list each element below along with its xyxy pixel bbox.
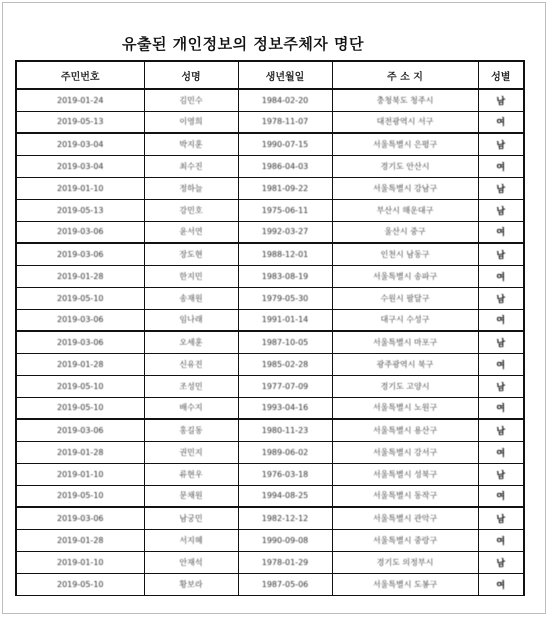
table-header-row [16, 61, 524, 89]
cell-address: 부산시 해운대구 [332, 199, 478, 221]
cell-birthdate: 1975-06-11 [238, 199, 332, 221]
header-birthdate: 생년월일 [238, 61, 332, 89]
cell-sex: 여 [478, 111, 524, 133]
cell-birthdate: 1976-03-18 [238, 463, 332, 485]
cell-address: 충청북도 청주시 [332, 89, 478, 111]
cell-birthdate: 1979-05-30 [238, 287, 332, 309]
cell-address: 서울특별시 동작구 [332, 485, 478, 507]
cell-birthdate: 1981-09-22 [238, 177, 332, 199]
cell-address: 울산시 중구 [332, 221, 478, 243]
cell-sex: 여 [478, 265, 524, 287]
table-row [16, 485, 524, 507]
cell-birthdate: 1977-07-09 [238, 375, 332, 397]
table-row [16, 89, 524, 111]
header-id-number: 주민번호 [16, 61, 144, 89]
cell-sex: 남 [478, 243, 524, 265]
cell-birthdate: 1991-01-14 [238, 309, 332, 331]
cell-address: 대전광역시 서구 [332, 111, 478, 133]
cell-name: 홍길동 [144, 419, 238, 441]
document-title: 유출된 개인정보의 정보주체자 명단 [121, 35, 365, 53]
cell-sex: 남 [478, 419, 524, 441]
table-row [16, 133, 524, 155]
cell-address: 서울특별시 강서구 [332, 441, 478, 463]
cell-id-number: 2019-01-10 [16, 551, 144, 573]
cell-address: 경기도 고양시 [332, 375, 478, 397]
cell-sex: 남 [478, 199, 524, 221]
table-row [16, 199, 524, 221]
cell-name: 강민호 [144, 199, 238, 221]
cell-birthdate: 1992-03-27 [238, 221, 332, 243]
table-row [16, 309, 524, 331]
cell-name: 김민수 [144, 89, 238, 111]
cell-name: 한지민 [144, 265, 238, 287]
table-row [16, 507, 524, 529]
cell-birthdate: 1990-07-15 [238, 133, 332, 155]
cell-sex: 여 [478, 529, 524, 551]
cell-name: 류현우 [144, 463, 238, 485]
cell-id-number: 2019-01-28 [16, 529, 144, 551]
cell-name: 문채원 [144, 485, 238, 507]
cell-name: 임나래 [144, 309, 238, 331]
cell-name: 안재석 [144, 551, 238, 573]
cell-name: 오세훈 [144, 331, 238, 353]
cell-id-number: 2019-03-04 [16, 133, 144, 155]
cell-id-number: 2019-03-06 [16, 243, 144, 265]
table-row [16, 287, 524, 309]
cell-birthdate: 1978-01-29 [238, 551, 332, 573]
table-row [16, 265, 524, 287]
cell-address: 서울특별시 노원구 [332, 397, 478, 419]
cell-address: 서울특별시 중랑구 [332, 529, 478, 551]
cell-name: 조성민 [144, 375, 238, 397]
cell-birthdate: 1978-11-07 [238, 111, 332, 133]
cell-id-number: 2019-03-06 [16, 507, 144, 529]
cell-name: 최수진 [144, 155, 238, 177]
table-row [16, 375, 524, 397]
cell-sex: 여 [478, 485, 524, 507]
document-frame [2, 2, 546, 614]
cell-id-number: 2019-05-10 [16, 375, 144, 397]
cell-address: 인천시 남동구 [332, 243, 478, 265]
cell-sex: 여 [478, 309, 524, 331]
cell-name: 신유진 [144, 353, 238, 375]
cell-id-number: 2019-01-28 [16, 353, 144, 375]
table-row [16, 573, 524, 595]
cell-id-number: 2019-05-13 [16, 199, 144, 221]
cell-id-number: 2019-03-06 [16, 419, 144, 441]
cell-sex: 남 [478, 551, 524, 573]
cell-sex: 남 [478, 177, 524, 199]
cell-id-number: 2019-01-10 [16, 463, 144, 485]
cell-sex: 남 [478, 331, 524, 353]
table-row [16, 397, 524, 419]
cell-sex: 남 [478, 463, 524, 485]
cell-name: 권민지 [144, 441, 238, 463]
cell-birthdate: 1980-11-23 [238, 419, 332, 441]
cell-address: 광주광역시 북구 [332, 353, 478, 375]
table-row [16, 221, 524, 243]
cell-name: 정하늘 [144, 177, 238, 199]
cell-name: 황보라 [144, 573, 238, 595]
cell-id-number: 2019-05-10 [16, 485, 144, 507]
cell-id-number: 2019-03-06 [16, 309, 144, 331]
cell-sex: 남 [478, 89, 524, 111]
cell-name: 이영희 [144, 111, 238, 133]
cell-id-number: 2019-05-13 [16, 111, 144, 133]
cell-sex: 남 [478, 133, 524, 155]
cell-name: 장도현 [144, 243, 238, 265]
table-row [16, 353, 524, 375]
cell-birthdate: 1990-09-08 [238, 529, 332, 551]
cell-id-number: 2019-05-10 [16, 397, 144, 419]
cell-sex: 여 [478, 573, 524, 595]
cell-name: 남궁민 [144, 507, 238, 529]
table-row [16, 177, 524, 199]
cell-address: 서울특별시 강남구 [332, 177, 478, 199]
cell-address: 수원시 팔달구 [332, 287, 478, 309]
cell-birthdate: 1987-10-05 [238, 331, 332, 353]
cell-id-number: 2019-01-28 [16, 441, 144, 463]
cell-address: 서울특별시 성북구 [332, 463, 478, 485]
cell-id-number: 2019-01-28 [16, 265, 144, 287]
table-row [16, 155, 524, 177]
cell-address: 대구시 수성구 [332, 309, 478, 331]
table-row [16, 111, 524, 133]
cell-name: 서지혜 [144, 529, 238, 551]
cell-id-number: 2019-03-04 [16, 155, 144, 177]
cell-id-number: 2019-01-24 [16, 89, 144, 111]
cell-sex: 여 [478, 221, 524, 243]
cell-id-number: 2019-03-06 [16, 221, 144, 243]
cell-birthdate: 1982-12-12 [238, 507, 332, 529]
cell-name: 윤서연 [144, 221, 238, 243]
cell-address: 서울특별시 은평구 [332, 133, 478, 155]
cell-birthdate: 1986-04-03 [238, 155, 332, 177]
table-row [16, 441, 524, 463]
victim-list-table [15, 60, 525, 596]
cell-id-number: 2019-01-10 [16, 177, 144, 199]
table-row [16, 419, 524, 441]
cell-birthdate: 1984-02-20 [238, 89, 332, 111]
header-name: 성명 [144, 61, 238, 89]
cell-birthdate: 1993-04-16 [238, 397, 332, 419]
cell-sex: 남 [478, 287, 524, 309]
cell-birthdate: 1985-02-28 [238, 353, 332, 375]
cell-name: 송재원 [144, 287, 238, 309]
cell-address: 서울특별시 마포구 [332, 331, 478, 353]
cell-address: 서울특별시 도봉구 [332, 573, 478, 595]
cell-sex: 여 [478, 155, 524, 177]
cell-birthdate: 1987-05-06 [238, 573, 332, 595]
cell-address: 경기도 의정부시 [332, 551, 478, 573]
cell-sex: 여 [478, 441, 524, 463]
cell-id-number: 2019-05-10 [16, 287, 144, 309]
cell-birthdate: 1988-12-01 [238, 243, 332, 265]
table-row [16, 529, 524, 551]
cell-sex: 남 [478, 507, 524, 529]
cell-sex: 여 [478, 397, 524, 419]
cell-id-number: 2019-03-06 [16, 331, 144, 353]
cell-id-number: 2019-05-10 [16, 573, 144, 595]
table-row [16, 551, 524, 573]
cell-address: 서울특별시 용산구 [332, 419, 478, 441]
cell-birthdate: 1983-08-19 [238, 265, 332, 287]
cell-address: 경기도 안산시 [332, 155, 478, 177]
cell-name: 배수지 [144, 397, 238, 419]
table-row [16, 463, 524, 485]
header-sex: 성별 [478, 61, 524, 89]
cell-address: 서울특별시 관악구 [332, 507, 478, 529]
header-address: 주 소 지 [332, 61, 478, 89]
cell-birthdate: 1989-06-02 [238, 441, 332, 463]
cell-sex: 여 [478, 353, 524, 375]
table-body [16, 89, 524, 595]
cell-sex: 남 [478, 375, 524, 397]
cell-address: 서울특별시 송파구 [332, 265, 478, 287]
table-row [16, 331, 524, 353]
table-row [16, 243, 524, 265]
cell-birthdate: 1994-08-25 [238, 485, 332, 507]
cell-name: 박지훈 [144, 133, 238, 155]
